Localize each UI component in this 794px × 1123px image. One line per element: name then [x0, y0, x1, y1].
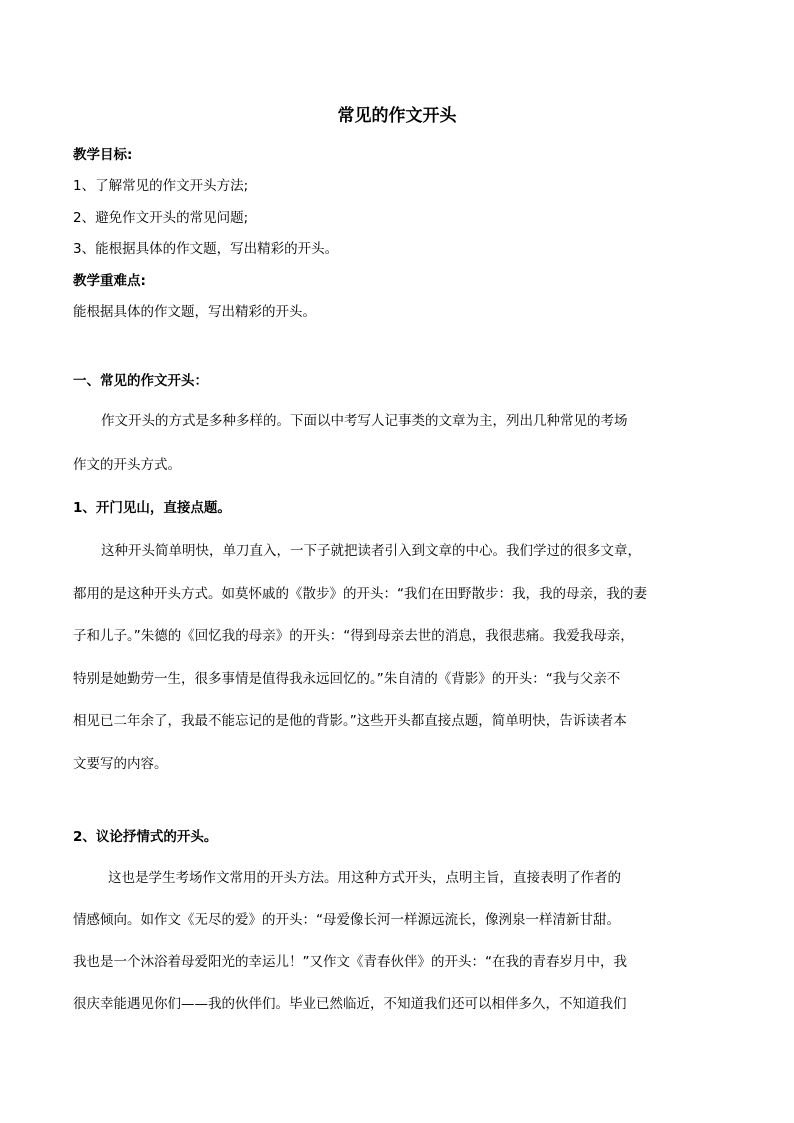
method1-line-3: 子和儿子。”朱德的《回忆我的母亲》的开头：“得到母亲去世的消息，我很悲痛。我爱我母亲， — [73, 628, 634, 644]
method2-line-4: 很庆幸能遇见你们——我的伙伴们。毕业已然临近，不知道我们还可以相伴多久，不知道我们 — [73, 996, 627, 1012]
section1-intro-line-2: 作文的开头方式。 — [73, 457, 181, 473]
objective-item-1: 1、了解常见的作文开头方法; — [73, 178, 249, 194]
section1-intro-line-1: 作文开头的方式是多种多样的。下面以中考写人记事类的文章为主，列出几种常见的考场 — [101, 413, 628, 429]
method2-heading: 2、议论抒情式的开头。 — [73, 829, 218, 845]
method1-line-2: 都用的是这种开头方式。如莫怀戚的《散步》的开头：“我们在田野散步：我，我的母亲，我的妻 — [73, 586, 647, 602]
method1-line-1: 这种开头简单明快，单刀直入，一下子就把读者引入到文章的中心。我们学过的很多文章， — [101, 543, 641, 559]
method1-line-4: 特别是她勤劳一生，很多事情是值得我永远回忆的。”朱自清的《背影》的开头：“我与父亲不 — [73, 671, 621, 687]
page-title: 常见的作文开头 — [337, 106, 457, 126]
method1-line-5: 相见已二年余了，我最不能忘记的是他的背影。”这些开头都直接点题，简单明快，告诉读者本 — [73, 713, 627, 729]
method1-heading: 1、开门见山，直接点题。 — [73, 500, 231, 516]
objective-item-3: 3、能根据具体的作文题，写出精彩的开头。 — [73, 241, 339, 257]
method1-line-6: 文要写的内容。 — [73, 756, 168, 772]
section1-heading: 一、常见的作文开头： — [73, 373, 208, 389]
method2-line-1: 这也是学生考场作文常用的开头方法。用这种方式开头，点明主旨，直接表明了作者的 — [108, 870, 621, 886]
objectives-heading: 教学目标: — [73, 147, 133, 163]
key-points-heading: 教学重难点: — [73, 273, 146, 289]
method2-line-2: 情感倾向。如作文《无尽的爱》的开头：“母爱像长河一样源远流长，像洌泉一样清新甘甜。 — [73, 912, 620, 928]
objective-item-2: 2、避免作文开头的常见问题; — [73, 210, 249, 226]
method2-line-3: 我也是一个沐浴着母爱阳光的幸运儿！”又作文《青春伙伴》的开头：“在我的青春岁月中，我 — [73, 954, 627, 970]
key-points-text: 能根据具体的作文题，写出精彩的开头。 — [73, 304, 316, 320]
